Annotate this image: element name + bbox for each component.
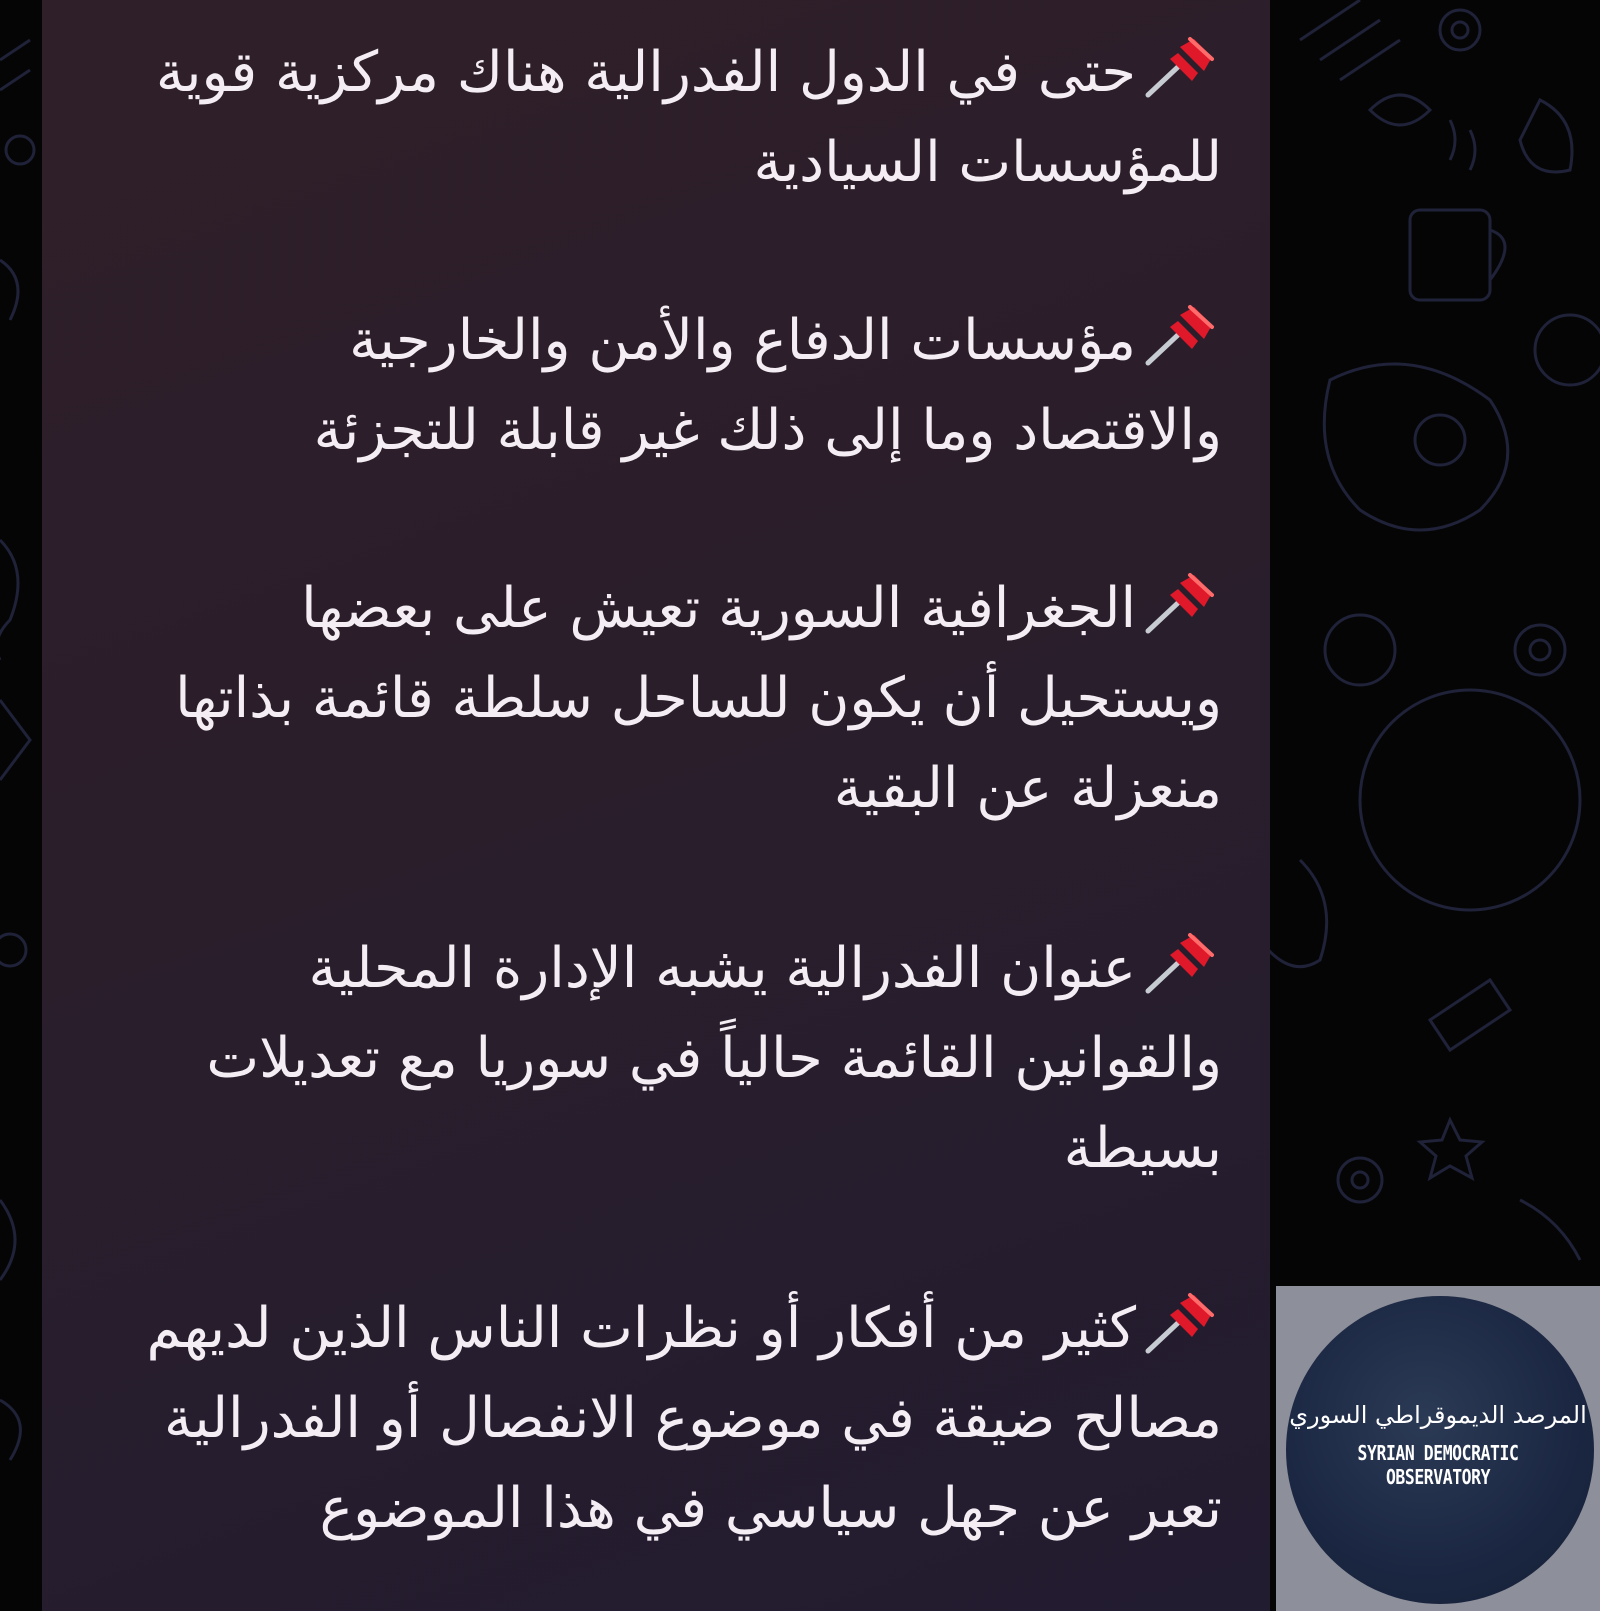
message-paragraph-5 [146,1284,1222,1554]
message-paragraph-4 [206,924,1222,1194]
message-paragraph-3 [175,564,1222,834]
watermark-logo [1276,1286,1600,1611]
pushpin-icon [1140,565,1222,635]
paragraph-line: والقوانين القائمة حالياً في سوريا مع تعديلات [206,1026,1222,1091]
paragraph-line: الجغرافية السورية تعيش على بعضها [175,564,1222,654]
paragraph-line: مصالح ضيقة في موضوع الانفصال أو الفدرالية [164,1386,1222,1451]
logo-arabic-text: المرصد الديموقراطي السوري [1289,1401,1587,1429]
paragraph-line: كثير من أفكار أو نظرات الناس الذين لديهم [146,1284,1222,1374]
logo-english-text: SYRIAN DEMOCRATIC OBSERVATORY [1357,1441,1519,1489]
paragraph-line: حتى في الدول الفدرالية هناك مركزية قوية [156,28,1222,118]
paragraph-line: والاقتصاد وما إلى ذلك غير قابلة للتجزئة [313,398,1222,463]
pushpin-icon [1140,925,1222,995]
message-paragraph-1 [156,28,1222,208]
paragraph-line: بسيطة [1063,1116,1222,1181]
pushpin-icon [1140,29,1222,99]
paragraph-line: مؤسسات الدفاع والأمن والخارجية [314,296,1222,386]
pushpin-icon [1140,297,1222,367]
paragraph-line: منعزلة عن البقية [833,756,1222,821]
message-paragraph-2 [314,296,1222,476]
paragraph-line: للمؤسسات السيادية [753,130,1222,195]
paragraph-line: ويستحيل أن يكون للساحل سلطة قائمة بذاتها [175,666,1222,731]
pushpin-icon [1140,1285,1222,1355]
paragraph-line: تعبر عن جهل سياسي في هذا الموضوع [319,1476,1222,1541]
paragraph-line: عنوان الفدرالية يشبه الإدارة المحلية [206,924,1222,1014]
